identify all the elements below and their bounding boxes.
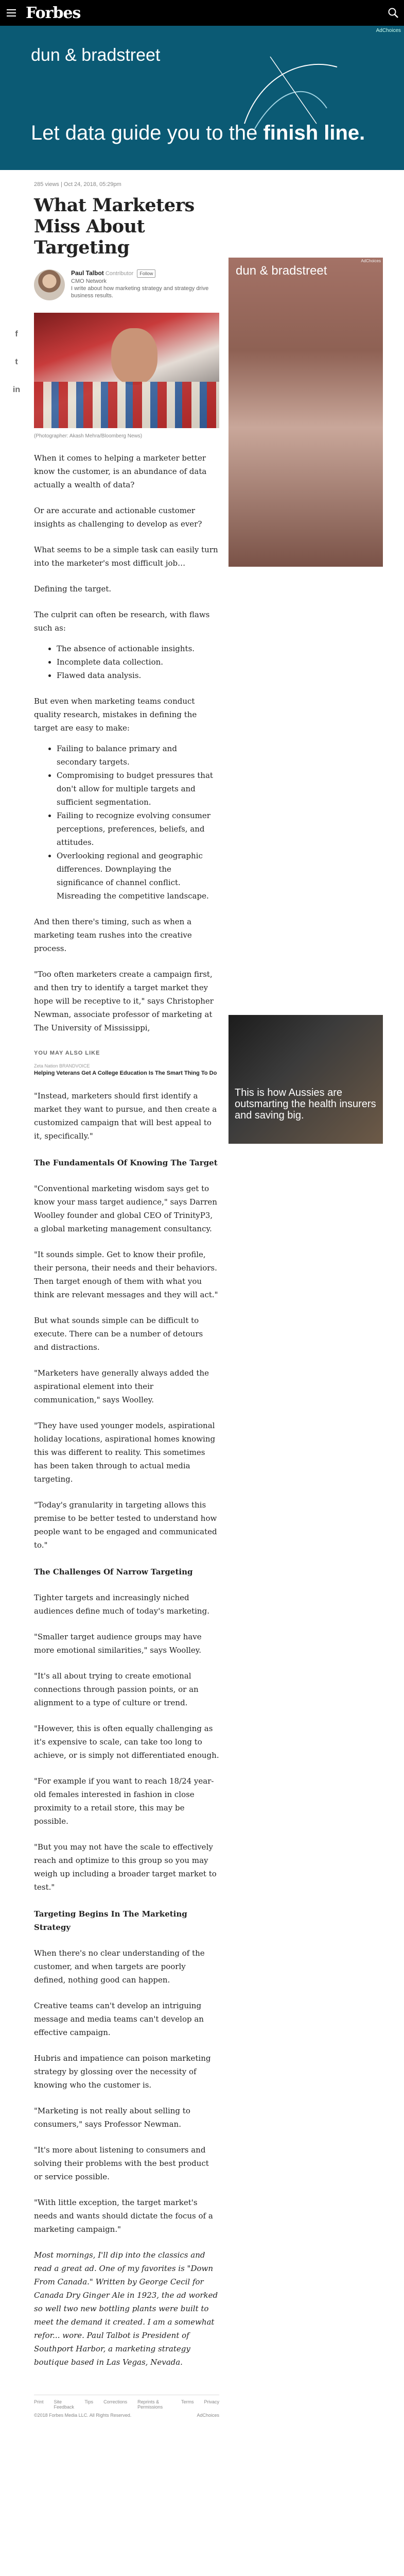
article-title: What Marketers Miss About Targeting xyxy=(34,195,195,258)
ad-choices-label[interactable]: AdChoices xyxy=(376,28,401,33)
author-bio: I write about how marketing strategy and strategy drive business results. xyxy=(71,285,209,299)
search-icon[interactable] xyxy=(388,7,399,19)
list-item: • Incomplete data collection. xyxy=(57,655,219,669)
right-rail-ad[interactable] xyxy=(229,258,383,567)
privacy-link[interactable]: Privacy xyxy=(204,2399,219,2404)
paragraph: "It's all about trying to create emotional connections through passion points, or an alignment to a type of culture or trend. xyxy=(34,1671,199,1707)
ad-brand-logo: dun & bradstreet xyxy=(236,264,327,278)
copyright-text: ©2018 Forbes Media LLC. All Rights Reserved. xyxy=(34,2413,132,2418)
list-item: • Failing to recognize evolving consumer perceptions, preferences, beliefs, and attitudes. xyxy=(57,809,219,849)
facebook-icon[interactable]: f xyxy=(15,330,18,338)
print-link[interactable]: Print xyxy=(34,2399,44,2404)
paragraph: Or are accurate and actionable customer insights as challenging to develop as ever? xyxy=(34,506,202,529)
article-meta: 285 views | Oct 24, 2018, 05:29pm xyxy=(34,181,121,188)
paragraph: And then there's timing, such as when a marketing team rushes into the creative process. xyxy=(34,917,192,953)
ad-finish-line-graphic xyxy=(239,46,342,134)
paragraph: But even when marketing teams conduct quality research, mistakes in defining the target are easy to make: xyxy=(34,697,197,733)
tips-link[interactable]: Tips xyxy=(84,2399,94,2404)
section-heading: The Fundamentals Of Knowing The Target xyxy=(34,1158,218,1167)
hero-image xyxy=(34,313,219,428)
paragraph: "Too often marketers create a campaign first, and then try to identify a target market they hope will be receptive to it," says Christopher Newman, associate professor of marketing at The University of Mississippi, xyxy=(34,970,214,1032)
paragraph: "Marketing is not really about selling to consumers," says Professor Newman. xyxy=(34,2106,190,2129)
author-footnote: Most mornings, I'll dip into the classics and read a great ad. One of my favorites is "Down From Canada." Written by George Cecil for Canada Dry Ginger Ale in 1923, the ad worked so well two new bottling plants were built to meet the demand it created. I am a somewhat refor... wore. Paul Talbot is President of Southport Harbor, a marketing strategy boutique based in Las Vegas, Nevada. xyxy=(34,2250,218,2367)
paragraph: Defining the target. xyxy=(34,584,112,594)
corrections-link[interactable]: Corrections xyxy=(103,2399,128,2404)
research-flaws-list xyxy=(34,642,219,682)
ad-brand-logo: dun & bradstreet xyxy=(31,45,161,65)
paragraph: "It sounds simple. Get to know their profile, their persona, their needs and their behaviors. Then target enough of them with what you think are relevant messages and they will act." xyxy=(34,1250,218,1299)
author-block xyxy=(34,269,219,300)
paragraph: "It's more about listening to consumers and solving their problems with the best product or service possible. xyxy=(34,2145,209,2181)
paragraph: Hubris and impatience can poison marketing strategy by glossing over the necessity of knowing who the customer is. xyxy=(34,2054,211,2090)
list-item: • The absence of actionable insights. xyxy=(57,642,219,655)
article xyxy=(34,170,219,2418)
social-share-bar xyxy=(10,330,23,413)
author-info xyxy=(71,269,219,300)
list-item: • Failing to balance primary and secondary targets. xyxy=(57,742,219,769)
article-body xyxy=(34,451,219,2369)
twitter-icon[interactable]: t xyxy=(15,358,18,366)
hero-image-person xyxy=(111,328,157,385)
list-item: • Overlooking regional and geographic differences. Downplaying the significance of channel conflict. Misreading the competitive landscape. xyxy=(57,849,219,903)
author-role: Contributor xyxy=(105,270,134,277)
author-avatar[interactable] xyxy=(34,269,65,300)
ad-headline: This is how Aussies are outsmarting the health insurers and saving big. xyxy=(235,1087,376,1121)
ad-tagline: Let data guide you to the finish line. xyxy=(31,122,365,144)
recommended-article-card[interactable] xyxy=(34,1063,219,1077)
paragraph: But what sounds simple can be difficult to execute. There can be a number of detours and distractions. xyxy=(34,1316,203,1352)
adchoices-link[interactable]: AdChoices xyxy=(197,2413,219,2418)
image-caption: (Photographer: Akash Mehra/Bloomberg News) xyxy=(34,433,143,439)
recommended-article-title[interactable]: Helping Veterans Get A College Education Is The Smart Thing To Do xyxy=(34,1070,217,1076)
paragraph: "Smaller target audience groups may have more emotional similarities," says Woolley. xyxy=(34,1632,202,1655)
paragraph: Tighter targets and increasingly niched audiences define much of today's marketing. xyxy=(34,1593,209,1616)
top-banner-ad[interactable] xyxy=(0,26,404,170)
author-name[interactable]: Paul Talbot xyxy=(71,269,104,277)
you-may-also-like-heading: YOU MAY ALSO LIKE xyxy=(34,1050,100,1056)
paragraph: "Today's granularity in targeting allows this premise to be better tested to understand how people want to be engaged and communicated to." xyxy=(34,1500,217,1550)
you-may-also-like xyxy=(34,1050,219,1077)
article-footer-links xyxy=(34,2395,219,2410)
author-section[interactable]: CMO Network xyxy=(71,278,107,284)
terms-link[interactable]: Terms xyxy=(181,2399,194,2404)
forbes-logo[interactable]: Forbes xyxy=(26,4,81,22)
targeting-mistakes-list xyxy=(34,742,219,903)
right-rail-ad-insurance[interactable] xyxy=(229,1015,383,1144)
paragraph: "Marketers have generally always added the aspirational element into their communication," says Woolley. xyxy=(34,1368,209,1404)
copyright-row xyxy=(34,2413,219,2418)
ad-choices-label[interactable]: AdChoices xyxy=(361,259,381,263)
list-item: • Flawed data analysis. xyxy=(57,669,219,682)
paragraph: The culprit can often be research, with flaws such as: xyxy=(34,610,210,633)
follow-button[interactable]: Follow xyxy=(137,269,155,278)
recommended-article-text xyxy=(34,1063,217,1077)
list-item: • Compromising to budget pressures that don't allow for multiple targets and sufficient segmentation. xyxy=(57,769,219,809)
site-feedback-link[interactable]: Site Feedback xyxy=(54,2399,75,2410)
paragraph: "For example if you want to reach 18/24 year-old females interested in fashion in close proximity to a retail store, this may be possible. xyxy=(34,1776,214,1826)
paragraph: "With little exception, the target market's needs and wants should dictate the focus of a marketing campaign." xyxy=(34,2198,213,2234)
paragraph: "Instead, marketers should first identify a market they want to pursue, and then create a customized campaign that will best appeal to it, specifically." xyxy=(34,1091,217,1141)
paragraph: "But you may not have the scale to effectively reach and optimize to this group so you may weigh up including a broader target market to test." xyxy=(34,1842,217,1892)
top-navigation-bar xyxy=(0,0,404,26)
reprints-link[interactable]: Reprints & Permissions xyxy=(137,2399,163,2410)
paragraph: "However, this is often equally challenging as it's expensive to scale, can take too long to achieve, or is simply not differentiated enough. xyxy=(34,1724,219,1760)
paragraph: When there's no clear understanding of the customer, and when targets are poorly defined, nothing good can happen. xyxy=(34,1948,205,1985)
linkedin-icon[interactable]: in xyxy=(12,385,21,394)
section-heading: Targeting Begins In The Marketing Strategy xyxy=(34,1909,187,1932)
recommended-article-byline: Zeta Nation BRANDVOICE xyxy=(34,1063,90,1069)
paragraph: "Conventional marketing wisdom says get to know your mass target audience," says Darren Woolley founder and global CEO of TrinityP3, a global marketing management consultancy. xyxy=(34,1184,217,1233)
section-heading: The Challenges Of Narrow Targeting xyxy=(34,1567,193,1577)
menu-icon[interactable] xyxy=(0,0,23,26)
paragraph: What seems to be a simple task can easily turn into the marketer's most difficult job… xyxy=(34,545,218,568)
paragraph: "They have used younger models, aspirational holiday locations, aspirational homes knowing this was different to reality. This sometimes has been taken through to actual media targeting. xyxy=(34,1421,216,1484)
paragraph: Creative teams can't develop an intriguing message and media teams can't develop an effective campaign. xyxy=(34,2001,204,2037)
paragraph: When it comes to helping a marketer better know the customer, is an abundance of data actually a wealth of data? xyxy=(34,453,207,489)
hero-image-shelf xyxy=(34,382,219,428)
